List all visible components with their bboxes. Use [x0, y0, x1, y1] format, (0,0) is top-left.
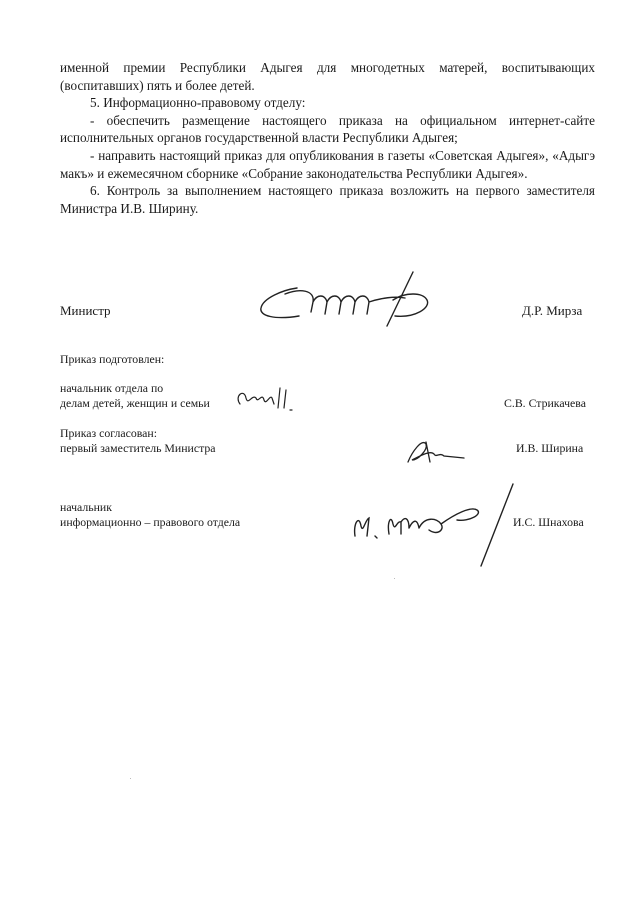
- prepared-name: С.В. Стрикачева: [504, 396, 586, 410]
- prepared-position-line1: начальник отдела по: [60, 381, 164, 395]
- paragraph-premium-continuation: именной премии Республики Адыгея для многодетных матерей, воспитывающих (воспитавших) пять и более детей.: [60, 60, 595, 93]
- document-body: [60, 59, 595, 217]
- prepared-signature: [230, 382, 300, 414]
- scan-speck: [130, 778, 131, 779]
- legal-name: И.С. Шнахова: [513, 515, 584, 529]
- legal-signature: [345, 478, 525, 574]
- scan-speck: [394, 578, 395, 579]
- minister-signature: [255, 268, 435, 330]
- prepared-heading: Приказ подготовлен:: [60, 352, 165, 366]
- agreed-name: И.В. Ширина: [516, 441, 584, 455]
- legal-position-line2: информационно – правового отдела: [60, 515, 241, 529]
- agreed-signature: [400, 432, 475, 468]
- legal-position-line1: начальник: [60, 500, 112, 514]
- paragraph-item-6-control: 6. Контроль за выполнением настоящего приказа возложить на первого заместителя Министра И.В. Ширину.: [60, 183, 595, 216]
- paragraph-item-5: 5. Информационно-правовому отделу:: [90, 95, 306, 111]
- prepared-position-line2: делам детей, женщин и семьи: [60, 396, 210, 410]
- paragraph-publish-website: - обеспечить размещение настоящего приказа на официальном интернет-сайте исполнительных органов государственной власти Республики Адыгея;: [60, 112, 595, 146]
- minister-name: Д.Р. Мирза: [522, 303, 583, 318]
- paragraph-publish-newspapers: - направить настоящий приказ для опубликования в газеты «Советская Адыгея», «Адыгэ макъ» и ежемесячном сборнике «Собрание законодательства Республики Адыгея».: [60, 147, 595, 181]
- agreed-position: первый заместитель Министра: [60, 441, 216, 455]
- minister-title: Министр: [60, 303, 111, 318]
- agreed-heading: Приказ согласован:: [60, 426, 158, 440]
